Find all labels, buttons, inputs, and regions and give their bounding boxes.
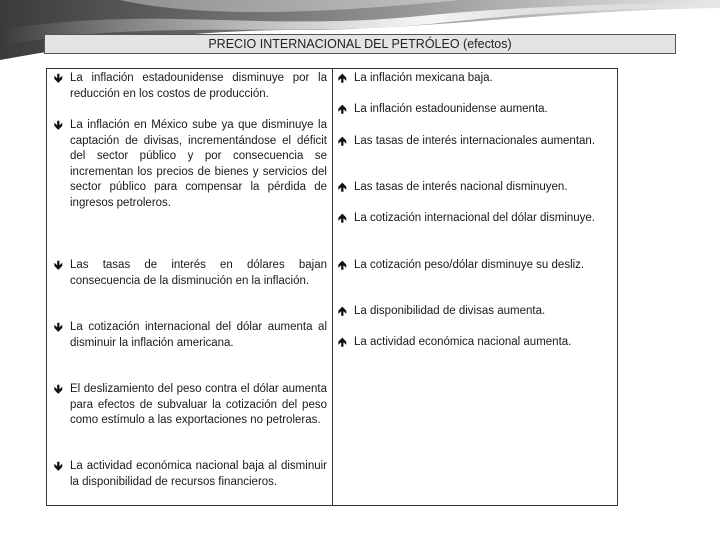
arrow-up-icon: 🡹 [338, 102, 347, 116]
arrow-up-icon: 🡹 [338, 258, 347, 272]
list-item: 🡻 La actividad económica nacional baja al disminuir la disponibilidad de recursos financieros. [54, 459, 327, 488]
arrow-up-icon: 🡹 [338, 71, 347, 85]
arrow-down-icon: 🡻 [54, 118, 63, 132]
arrow-down-icon: 🡻 [54, 71, 63, 85]
right-column [333, 69, 617, 505]
arrow-up-icon: 🡹 [338, 304, 347, 318]
list-item: 🡻 El deslizamiento del peso contra el dólar aumenta para efectos de subvaluar la cotización del peso como estímulo a las exportaciones no petroleras. [54, 382, 327, 426]
arrow-up-icon: 🡹 [338, 180, 347, 194]
list-item: 🡹 Las tasas de interés internacionales aumentan. [338, 134, 596, 148]
left-column [47, 69, 333, 505]
list-item: 🡹 La inflación estadounidense aumenta. [338, 102, 548, 116]
list-item: 🡻 La inflación estadounidense disminuye por la reducción en los costos de producción. [54, 71, 327, 100]
arrow-up-icon: 🡹 [338, 335, 347, 349]
arrow-down-icon: 🡻 [54, 382, 63, 396]
slide-title: PRECIO INTERNACIONAL DEL PETRÓLEO (efectos) [44, 34, 676, 54]
list-item: 🡹 Las tasas de interés nacional disminuyen. [338, 180, 568, 194]
list-item: 🡻 Las tasas de interés en dólares bajan consecuencia de la disminución en la inflación. [54, 258, 327, 287]
list-item: 🡹 La disponibilidad de divisas aumenta. [338, 304, 546, 318]
arrow-down-icon: 🡻 [54, 320, 63, 334]
list-item: 🡻 La inflación en México sube ya que disminuye la captación de divisas, incrementándose el déficit del sector público y por consecuencia se incrementan los precios de bienes y servicios del sector público para compensar la pérdida de ingresos petroleros. [54, 118, 327, 209]
list-item: 🡹 La cotización peso/dólar disminuye su desliz. [338, 258, 585, 272]
arrow-up-icon: 🡹 [338, 211, 347, 225]
list-item: 🡹 La actividad económica nacional aumenta. [338, 335, 572, 349]
effects-table [46, 68, 618, 506]
list-item: 🡹 La cotización internacional del dólar disminuye. [338, 211, 596, 225]
list-item: 🡹 La inflación mexicana baja. [338, 71, 493, 85]
arrow-up-icon: 🡹 [338, 134, 347, 148]
list-item: 🡻 La cotización internacional del dólar aumenta al disminuir la inflación americana. [54, 320, 327, 349]
arrow-down-icon: 🡻 [54, 258, 63, 272]
arrow-down-icon: 🡻 [54, 459, 63, 473]
